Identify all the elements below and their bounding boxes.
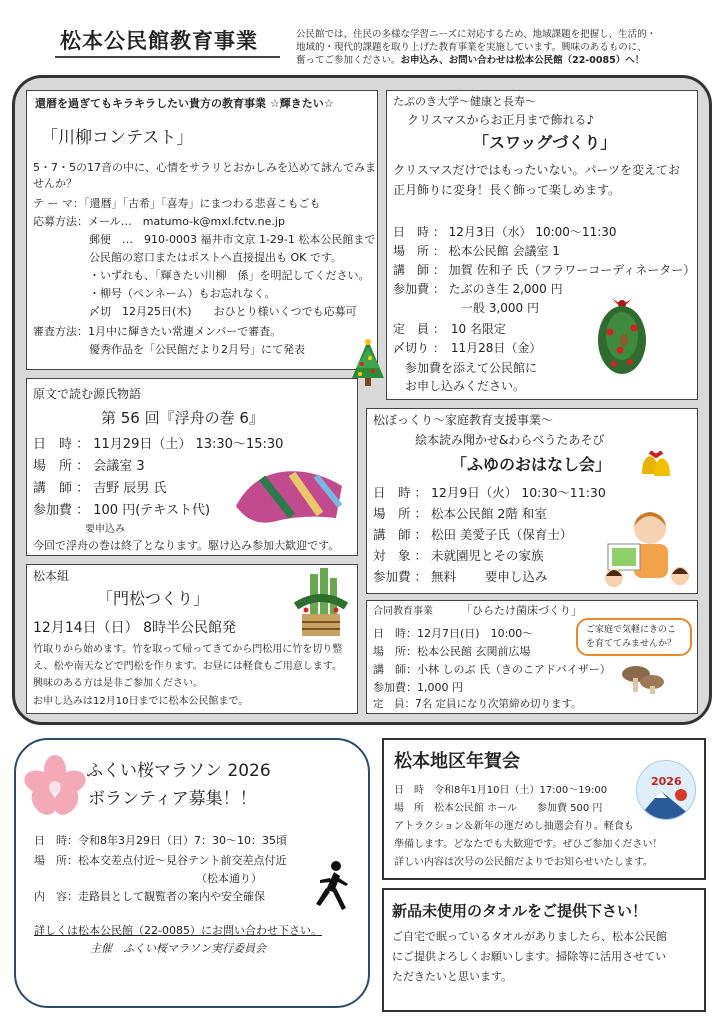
title-underline (55, 56, 280, 58)
senryu-title: 「川柳コンテスト」 (41, 128, 194, 148)
swag-deadline: 〆切り ： 11月28日（金） (393, 341, 542, 355)
genji-apply: 要申込み (85, 524, 125, 535)
genji-teacher: 講 師 ： 吉野 辰男 氏 (33, 481, 167, 496)
swag-place: 場 所 ： 松本公民館 会議室 1 (393, 244, 560, 258)
towel-desc-3: ただきたいと思います。 (392, 970, 513, 983)
genji-title: 第 56 回『浮舟の巻 6』 (101, 409, 264, 427)
genji-note: 今回で浮舟の巻は終了となります。駆け込み参加大歓迎です。 (33, 539, 340, 552)
mount-fuji-icon (637, 785, 695, 819)
mushroom-date: 日 時：12月7日(日) 10:00～ (373, 627, 534, 640)
contact-line: お申込み、お問い合わせは松本公民館（22-0085）へ！ (400, 55, 645, 66)
intro-line-2: 地域的・現代的課題を取り上げた教育事業を実施しています。興味のあるものに、 (296, 42, 647, 53)
marathon-host: 主催 ふくい桜マラソン実行委員会 (90, 942, 266, 955)
kadomatsu-desc-1: 竹取りから始めます。竹を取って帰ってきてから門松用に竹を切り整 (33, 644, 343, 655)
swag-capacity: 定 員 ： 10 名限定 (393, 322, 506, 336)
story-fee: 参加費 ： 無料 要申し込み (373, 569, 548, 584)
intro-line-3a: 奮ってご参加ください。 (296, 55, 401, 66)
kadomatsu-date: 12月14日（日） 8時半公民館発 (33, 620, 236, 636)
story-date: 日 時 ： 12月9日（火） 10:30～11:30 (373, 485, 606, 500)
senryu-review-1: 審査方法：1月中に輝きたい常連メンバーで審査。 (33, 325, 282, 338)
towel-desc-1: ご自宅で眠っているタオルがありましたら、松本公民館 (392, 930, 667, 943)
newyear-place: 場 所 松本公民館 ホール 参加費 500 円 (394, 803, 603, 814)
story-title: 「ふゆのおはなし会」 (451, 455, 612, 474)
story-place: 場 所 ： 松本公民館 2階 和室 (373, 506, 547, 521)
mushroom-place: 場 所：松本公民館 玄関前広場 (373, 645, 531, 658)
senryu-apply-5: ・柳号（ペンネーム）もお忘れなく。 (89, 287, 276, 300)
kadomatsu-desc-2: え、松や南天などで門松を作ります。お昼には軽食もご用意します。 (33, 661, 342, 672)
newyear-badge-year: 2026 (651, 775, 682, 788)
marathon-title-2: ボランティア募集！！ (88, 789, 257, 809)
mushroom-capacity: 定 員：7名 定員になり次第締め切ります。 (373, 698, 582, 710)
swag-teacher: 講 師 ： 加賀 佐和子 氏（フラワーコーディネーター） (393, 263, 696, 277)
genji-lead: 原文で読む源氏物語 (33, 387, 142, 401)
towel-panel (382, 888, 706, 1012)
page-title: 松本公民館教育事業 (60, 29, 258, 53)
marathon-place-1: 場 所：松本交差点付近～見谷テント前交差点付近 (34, 854, 287, 867)
kimono-illustration-icon (232, 456, 350, 528)
swag-lead: たぶのき大学～健康と長寿～ (393, 95, 536, 108)
senryu-apply-6: 〆切 12月25日(木) おひとり様いくつでも応募可 (89, 305, 357, 318)
story-lead: 松ぼっくり～家庭教育支援事業～ (373, 413, 554, 427)
bubble-line-1: ご家庭で気軽にきのこ (586, 625, 677, 635)
bubble-line-2: を育ててみませんか？ (586, 639, 677, 649)
marathon-contact: 詳しくは松本公民館（22-0085）にお問い合わせ下さい。 (34, 924, 322, 937)
sakura-icon (22, 754, 88, 816)
towel-desc-2: にご提供よろしくお願いします。掃除等に活用させてい (392, 950, 667, 963)
towel-title: 新品未使用のタオルをご提供下さい！ (392, 902, 648, 920)
story-target: 対 象 ： 未就園児とその家族 (373, 548, 544, 563)
newyear-desc-1: アトラクション＆新年の運だめし抽選会有り。軽食も (394, 821, 634, 832)
genji-place: 場 所 ： 会議室 3 (33, 459, 145, 474)
newyear-title: 松本地区年賀会 (394, 751, 520, 772)
senryu-desc-2: せんか？ (33, 177, 77, 190)
newyear-desc-2: 準備します。どなたでも大歓迎です。ぜひご参加ください！ (394, 839, 663, 850)
swag-sub: クリスマスからお正月まで飾れる♪ (407, 113, 595, 127)
swag-fee-1: 参加費 ： たぶのき生 2,000 円 (393, 282, 563, 296)
swag-title: 「スワッグづくり」 (473, 133, 617, 152)
story-teacher: 講 師 ： 松田 美愛子氏（保育士） (373, 527, 573, 542)
senryu-panel (26, 90, 378, 370)
genji-fee: 参加費 ： 100 円(テキスト代) (33, 503, 211, 518)
kadomatsu-desc-4: お申し込みは12月10日までに松本公民館まで。 (33, 696, 249, 707)
senryu-apply-2: 郵便 … 910-0003 福井市文京 1-29-1 松本公民館まで (89, 233, 376, 246)
senryu-apply-1: 応募方法：メール… matumo-k@mxl.fctv.ne.jp (33, 215, 285, 228)
kadomatsu-desc-3: 興味のある方は是非ご参加ください。 (33, 678, 203, 689)
swag-desc-1: クリスマスだけではもったいない。パーツを変えてお (393, 163, 681, 177)
swag-date: 日 時 ： 12月3日（水） 10:00～11:30 (393, 225, 617, 239)
newyear-badge (636, 760, 696, 820)
mushroom-teacher: 講 師：小林 しのぶ 氏（きのこアドバイザー） (373, 663, 611, 676)
marathon-title-1: ふくい桜マラソン 2026 (86, 761, 271, 781)
story-sub: 絵本読み聞かせ&わらべうたあそび (415, 433, 605, 447)
newyear-desc-3: 詳しい内容は次号の公民館だよりでお知らせいたします。 (394, 857, 653, 868)
marathon-content: 内 容：走路員として観覧者の案内や安全確保 (34, 890, 265, 903)
kadomatsu-lead: 松本組 (33, 569, 70, 583)
kadomatsu-title: 「門松つくり」 (97, 589, 210, 608)
intro-line-1: 公民館では、住民の多様な学習ニーズに対応するため、地域課題を把握し、生活的・ (296, 29, 657, 40)
senryu-lead: 還暦を過ぎてもキラキラしたい貴方の教育事業 ☆輝きたい☆ (35, 97, 334, 110)
swag-fee-2: 一般 3,000 円 (461, 301, 539, 315)
intro-line-3 (296, 55, 644, 67)
swag-note-2: お申し込みください。 (405, 379, 526, 393)
mushroom-title: 「ひらたけ菌床づくり」 (461, 604, 582, 617)
mushroom-fee: 参加費：1,000 円 (373, 681, 463, 694)
mushroom-speech-bubble (576, 618, 692, 656)
senryu-apply-4: ・いずれも、「輝きたい川柳 係」を明記してください。 (89, 269, 370, 282)
senryu-desc-1: 5・7・5の17音の中に、心情をサラリとおかしみを込めて詠んでみま (33, 161, 376, 174)
kadomatsu-icon (290, 566, 352, 642)
runner-icon (312, 860, 352, 914)
senryu-apply-3: 公民館の窓口またはポストへ直接提出も OK です。 (89, 251, 342, 264)
reading-teacher-illustration-icon (594, 506, 696, 592)
newyear-date: 日 時 令和8年1月10日（土）17:00～19:00 (394, 785, 608, 796)
mushroom-icon (620, 662, 666, 696)
genji-date: 日 時 ： 11月29日（土） 13:30～15:30 (33, 437, 284, 452)
swag-desc-2: 正月飾りに変身！長く飾って楽しめます。 (393, 183, 621, 197)
swag-note-1: 参加費を添えて公民館に (405, 361, 538, 375)
bells-icon (636, 448, 674, 482)
senryu-theme: テ ー マ：「還暦」「古希」「喜寿」にまつわる悲喜こもごも (33, 197, 321, 210)
swag-wreath-icon (590, 292, 654, 384)
marathon-date: 日 時：令和8年3月29日（日）7：30～10：35頃 (34, 834, 287, 847)
marathon-place-2: （松本通り） (196, 872, 262, 885)
senryu-review-2: 優秀作品を「公民館だより2月号」にて発表 (89, 343, 305, 356)
mushroom-lead: 合同教育事業 (373, 606, 433, 617)
